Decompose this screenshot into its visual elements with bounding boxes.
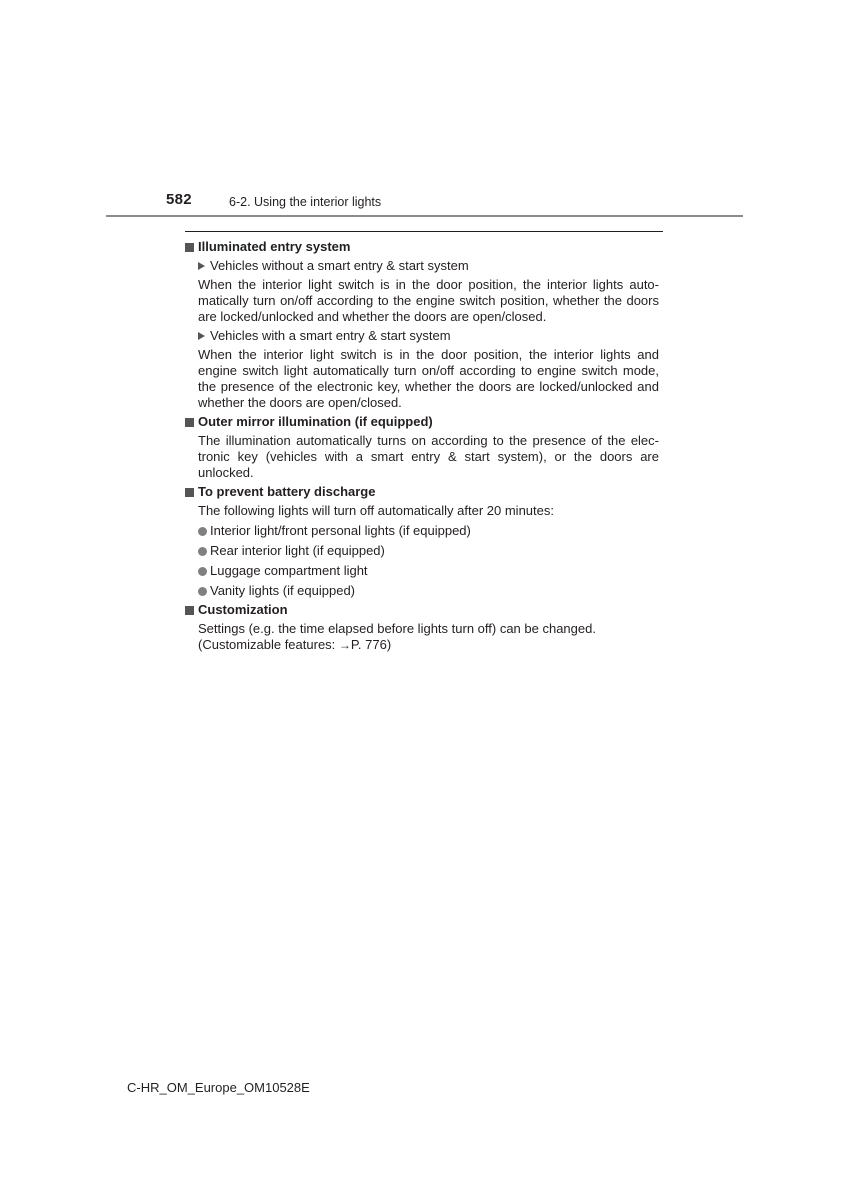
list-item-text: Interior light/front personal lights (if equipped) [210,523,471,538]
heading-text: Customization [198,602,288,617]
list-item-text: Luggage compartment light [210,563,368,578]
circle-bullet-icon [198,527,207,536]
list-item [198,523,659,539]
cross-reference [198,637,659,653]
paragraph: The following lights will turn off automatically after 20 minutes: [198,503,554,518]
page-reference-link[interactable]: P. 776) [350,637,392,652]
square-bullet-icon [185,606,194,615]
circle-bullet-icon [198,587,207,596]
ref-prefix: (Customizable features: [198,637,339,652]
list-item [198,583,659,599]
paragraph: When the interior light switch is in the door position, the interior lights and engine switch light automatically turn on/off according to engine switch mode, the presence of the electronic key, whether the doors are locked/unlocked and whether the doors are open/closed. [198,347,659,410]
triangle-icon [198,332,205,340]
section-heading [185,239,659,255]
list-item [198,543,659,559]
square-bullet-icon [185,243,194,252]
sub-heading [198,258,659,274]
header-rule [106,215,743,217]
content-body [185,236,659,653]
paragraph: The illumination automatically turns on according to the presence of the elec-tronic key (vehicles with a smart entry & start system), or the doors are unlocked. [198,433,659,480]
paragraph: When the interior light switch is in the door position, the interior lights auto-matically turn on/off according to the engine switch position, whether the doors are locked/unlocked and whether the doors are open/closed. [198,277,659,324]
square-bullet-icon [185,488,194,497]
page-number: 582 [166,191,192,208]
list-item-text: Rear interior light (if equipped) [210,543,385,558]
section-heading [185,602,659,618]
footer-doc-id: C-HR_OM_Europe_OM10528E [127,1080,310,1095]
list-item-text: Vanity lights (if equipped) [210,583,356,598]
section-heading [185,484,659,500]
square-bullet-icon [185,418,194,427]
content-rule [185,231,663,232]
circle-bullet-icon [198,567,207,576]
circle-bullet-icon [198,547,207,556]
arrow-icon: → [338,638,351,652]
paragraph: Settings (e.g. the time elapsed before lights turn off) can be changed. [198,621,596,636]
section-heading [185,414,659,430]
heading-text: To prevent battery discharge [198,484,376,499]
sub-heading [198,328,659,344]
list-item [198,563,659,579]
sub-heading-text: Vehicles without a smart entry & start system [210,258,469,273]
heading-text: Illuminated entry system [198,239,351,254]
triangle-icon [198,262,205,270]
heading-text: Outer mirror illumination (if equipped) [198,414,433,429]
section-title: 6-2. Using the interior lights [229,195,382,209]
sub-heading-text: Vehicles with a smart entry & start system [210,328,451,343]
